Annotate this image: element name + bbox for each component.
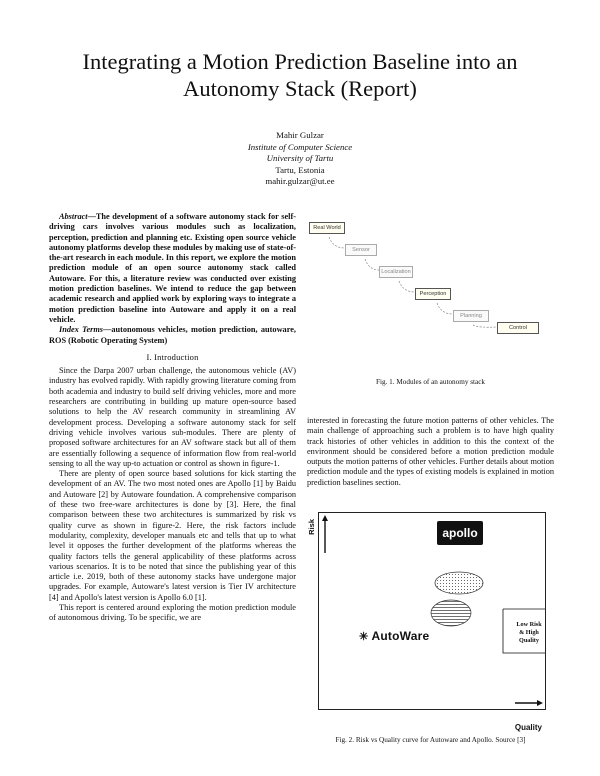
affiliation-university: University of Tartu [266,153,334,164]
autoware-region [431,600,471,626]
box-sensor: Sensor [345,244,377,256]
intro-paragraph-3: This report is centered around exploring the motion prediction module of autonomous driving. To be specific, we are [49,602,296,623]
corner-note [509,621,549,645]
corner-note-line-3: Quality [519,637,539,644]
corner-note-line-2: & High [519,629,539,636]
figure-1-caption: Fig. 1. Modules of an autonomy stack [376,378,485,386]
corner-note-line-1: Low Risk [516,621,542,628]
box-perception: Perception [415,288,451,300]
pipeline-connectors [307,218,554,338]
author-name: Mahir Gulzar [276,130,324,140]
index-terms-label: Index Terms [59,325,104,335]
figure-1-pipeline [307,218,554,338]
risk-quality-plot [307,512,546,710]
abstract-text: —The development of a software autonomy stack for self-driving cars involves various modules such as localization, perception, prediction and planning etc. Existing open source vehicle autonomy platforms develop these modules by making use of state-of-the-art research in each module. In this report, we explore the motion prediction module of an open source autonomy stack called Autoware. For this, a literature review was conducted over existing motion prediction baselines. We intend to reduce the gap between academic research and applied work by exploring ways to integrate a motion prediction baseline into Autoware and apply it on a real vehicle. [49,212,296,324]
apollo-logo: apollo [437,521,483,545]
box-planning: Planning [453,310,489,322]
author-email: mahir.gulzar@ut.ee [265,176,335,187]
section-heading-introduction: I. Introduction [146,351,199,362]
figure-2-risk-quality [307,508,550,732]
left-column [49,212,296,624]
abstract [49,212,296,325]
intro-paragraph-4: interested in forecasting the future motion patterns of other vehicles. The main challenge of approaching such a problem is to have high quality track histories of other vehicles in addition to this the context of the environment should be considered before a motion prediction module outputs the motion patterns of other vehicles. Further details about motion prediction module and the types of existing models is explained in motion prediction baselines section. [307,416,554,487]
paper-title: Integrating a Motion Prediction Baseline into an Autonomy Stack (Report) [82,49,518,101]
author-location: Tartu, Estonia [275,164,325,175]
y-axis-label: Risk [307,519,316,535]
box-control: Control [497,322,539,334]
right-column [307,416,554,488]
apollo-region [435,572,483,594]
index-terms [49,325,296,346]
plot-graphics [319,513,545,709]
box-localization: Localization [379,266,413,278]
author-block [150,130,450,188]
index-terms-text: —autonomous vehicles, motion prediction, autoware, ROS (Robotic Operating System) [49,325,296,345]
figure-2-caption: Fig. 2. Risk vs Quality curve for Autoware and Apollo. Source [3] [335,736,526,744]
abstract-label: Abstract [59,212,88,221]
x-axis-label: Quality [514,723,542,732]
autoware-logo-text: AutoWare [371,629,430,643]
autoware-logo [359,629,429,643]
affiliation-institute: Institute of Computer Science [247,141,353,152]
box-real-world: Real World [309,222,345,234]
intro-paragraph-1: Since the Darpa 2007 urban challenge, the autonomous vehicle (AV) industry has evolved rapidly. With rapidly growing literature coming from both academia and industry to build self driving vehicles, more and more researchers are contributing in building up mature open-source based solutions to help the AV research community in streamlining AV development process. Developing a software autonomy stack for self driving vehicle involves various sub-modules. There are plenty of proposed software architectures for an AV software stack but all of them are essentially following a sequence of information flow from real-world sensing to all the way up-to actuation or control as shown in figure-1. [49,366,296,468]
intro-paragraph-2: There are plenty of open source based solutions for kick starting the development of an AV. The two most noted ones are Apollo [1] by Baidu and Autoware [2] by Autoware foundation. A comprehensive comparison of these two free-ware architectures is done by [3]. Here, the final comparison between these two architectures is summarized by risk vs quality curve as shown in figure-2. Here, the risk factors include modularity, complexity, developer manuals etc and tells that up to what level it opposes the further development of the platforms whereas the quality factors tells the general applicability of these platforms across various scenarios. It is to be noted that since the publishing year of this article i.e. 2019, both of these autonomy stacks have undergone major upgrades. For example, Autoware's latest version is Tier IV architecture [4] and Apollo's latest version is Apollo 6.0 [1]. [49,469,296,602]
autoware-mark-icon: ✳ [359,631,369,643]
